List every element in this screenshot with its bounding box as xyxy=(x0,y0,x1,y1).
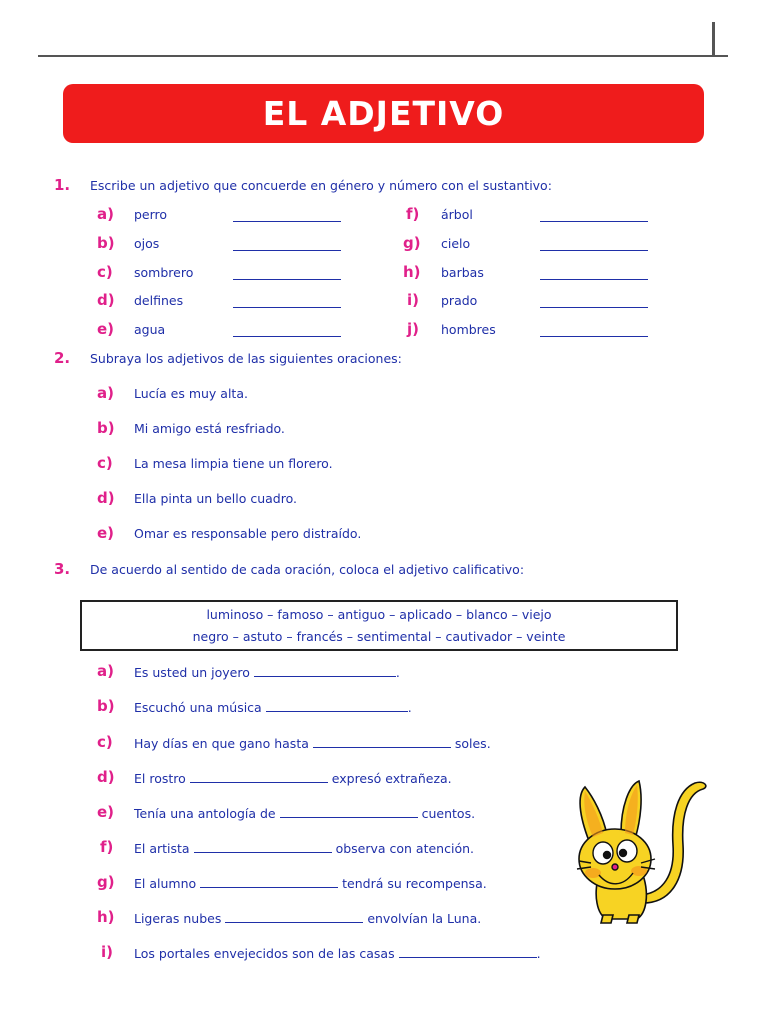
q3-text-before: Tenía una antología de xyxy=(134,806,276,821)
q3-text-after: expresó extrañeza. xyxy=(331,771,452,786)
q3-answer-blank[interactable] xyxy=(313,735,451,748)
q1-answer-blank[interactable] xyxy=(540,265,648,280)
q3-letter: h) xyxy=(97,908,115,926)
q2-sentence[interactable]: Omar es responsable pero distraído. xyxy=(134,526,362,541)
q3-answer-blank[interactable] xyxy=(200,875,338,888)
q1-letter: e) xyxy=(97,320,115,338)
q3-sentence xyxy=(134,945,541,961)
q3-answer-blank[interactable] xyxy=(190,770,328,783)
q3-letter: b) xyxy=(97,697,115,715)
q3-letter: e) xyxy=(97,803,115,821)
q3-sentence xyxy=(134,840,474,856)
q2-letter: c) xyxy=(97,454,113,472)
q3-letter: a) xyxy=(97,662,114,680)
q3-text-before: El rostro xyxy=(134,771,186,786)
q1-noun: ojos xyxy=(134,236,160,251)
q3-answer-blank[interactable] xyxy=(254,664,396,677)
q3-answer-blank[interactable] xyxy=(399,945,537,958)
q1-answer-blank[interactable] xyxy=(540,236,648,251)
q3-letter: c) xyxy=(97,733,113,751)
word-bank-line-1: luminoso – famoso – antiguo – aplicado – blanco – viejo xyxy=(206,606,552,622)
q1-answer-blank[interactable] xyxy=(233,322,341,337)
q2-sentence[interactable]: Mi amigo está resfriado. xyxy=(134,421,285,436)
q1-noun: cielo xyxy=(441,236,471,251)
q2-letter: a) xyxy=(97,384,114,402)
q3-letter: f) xyxy=(100,838,114,856)
q3-sentence xyxy=(134,664,400,680)
q3-sentence xyxy=(134,805,475,821)
q3-text-after: soles. xyxy=(454,736,491,751)
question-2-instruction: Subraya los adjetivos de las siguientes oraciones: xyxy=(90,351,402,366)
q2-sentence[interactable]: Lucía es muy alta. xyxy=(134,386,248,401)
q1-letter: j) xyxy=(407,320,419,338)
q3-text-before: Escuchó una música xyxy=(134,700,262,715)
q3-text-after: envolvían la Luna. xyxy=(367,911,482,926)
q3-text-before: Hay días en que gano hasta xyxy=(134,736,309,751)
q3-text-before: Los portales envejecidos son de las casas xyxy=(134,946,395,961)
q3-text-after: . xyxy=(395,665,400,680)
page-title: EL ADJETIVO xyxy=(262,94,505,133)
q1-answer-blank[interactable] xyxy=(233,207,341,222)
top-corner-mark xyxy=(712,22,715,55)
q3-text-after: tendrá su recompensa. xyxy=(342,876,487,891)
q1-answer-blank[interactable] xyxy=(540,293,648,308)
q3-text-before: El alumno xyxy=(134,876,197,891)
q1-letter: g) xyxy=(403,234,421,252)
question-1-number: 1. xyxy=(54,176,71,194)
question-1-instruction: Escribe un adjetivo que concuerde en género y número con el sustantivo: xyxy=(90,178,552,193)
q3-text-after: observa con atención. xyxy=(335,841,474,856)
q3-sentence xyxy=(134,875,487,891)
q3-text-before: Es usted un joyero xyxy=(134,665,250,680)
q1-noun: árbol xyxy=(441,207,473,222)
q1-noun: sombrero xyxy=(134,265,194,280)
cat-illustration xyxy=(563,775,713,925)
q3-letter: g) xyxy=(97,873,115,891)
q3-answer-blank[interactable] xyxy=(194,840,332,853)
q3-text-after: cuentos. xyxy=(421,806,476,821)
q3-sentence xyxy=(134,699,412,715)
q1-noun: hombres xyxy=(441,322,496,337)
q3-answer-blank[interactable] xyxy=(225,910,363,923)
q1-noun: agua xyxy=(134,322,166,337)
q1-noun: delfines xyxy=(134,293,184,308)
q1-answer-blank[interactable] xyxy=(540,207,648,222)
top-rule xyxy=(38,55,728,57)
q1-answer-blank[interactable] xyxy=(233,265,341,280)
q1-noun: prado xyxy=(441,293,478,308)
q1-letter: a) xyxy=(97,205,114,223)
q1-letter: f) xyxy=(406,205,420,223)
q1-noun: perro xyxy=(134,207,168,222)
question-3-number: 3. xyxy=(54,560,71,578)
q3-letter: i) xyxy=(101,943,113,961)
q1-letter: d) xyxy=(97,291,115,309)
q1-answer-blank[interactable] xyxy=(233,236,341,251)
question-3-instruction: De acuerdo al sentido de cada oración, coloca el adjetivo calificativo: xyxy=(90,562,525,577)
q3-text-after: . xyxy=(407,700,412,715)
adjective-word-bank xyxy=(80,600,678,651)
q1-letter: i) xyxy=(407,291,419,309)
q2-sentence[interactable]: La mesa limpia tiene un florero. xyxy=(134,456,333,471)
q3-text-before: Ligeras nubes xyxy=(134,911,222,926)
title-banner xyxy=(63,84,704,143)
q2-letter: b) xyxy=(97,419,115,437)
q3-answer-blank[interactable] xyxy=(280,805,418,818)
word-bank-line-2: negro – astuto – francés – sentimental – cautivador – veinte xyxy=(192,628,566,644)
q1-noun: barbas xyxy=(441,265,484,280)
question-2-number: 2. xyxy=(54,349,71,367)
q1-letter: c) xyxy=(97,263,113,281)
q1-answer-blank[interactable] xyxy=(233,293,341,308)
q2-sentence[interactable]: Ella pinta un bello cuadro. xyxy=(134,491,298,506)
q3-text-after: . xyxy=(536,946,541,961)
q3-sentence xyxy=(134,770,452,786)
q3-answer-blank[interactable] xyxy=(266,699,408,712)
q3-sentence xyxy=(134,910,481,926)
q1-letter: h) xyxy=(403,263,421,281)
q1-letter: b) xyxy=(97,234,115,252)
q2-letter: e) xyxy=(97,524,115,542)
q1-answer-blank[interactable] xyxy=(540,322,648,337)
q3-sentence xyxy=(134,735,491,751)
q3-letter: d) xyxy=(97,768,115,786)
q3-text-before: El artista xyxy=(134,841,190,856)
q2-letter: d) xyxy=(97,489,115,507)
